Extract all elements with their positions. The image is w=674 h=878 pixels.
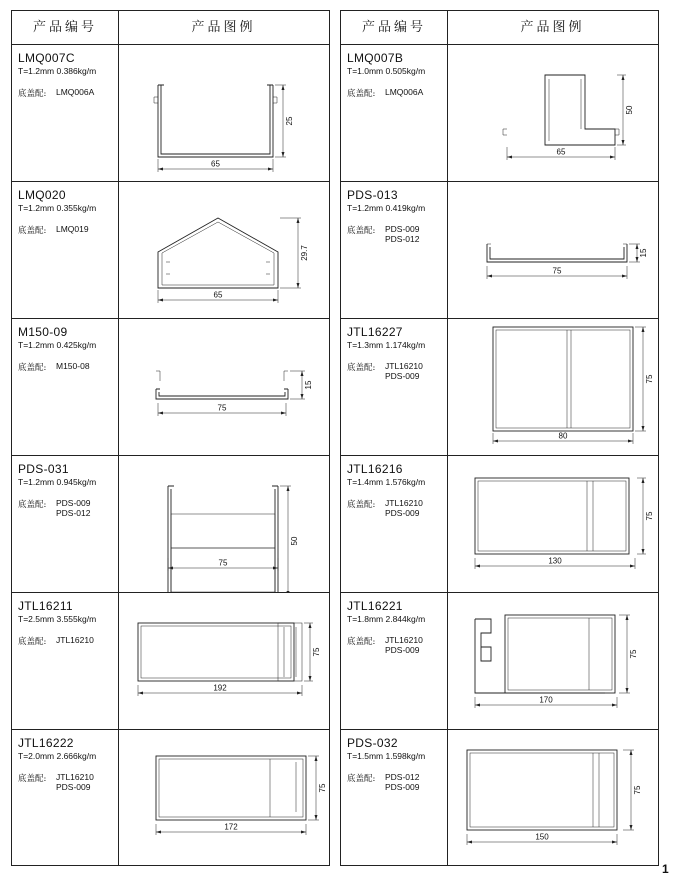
product-spec: T=1.0mm 0.505kg/m [347,66,426,76]
mate-list [56,87,94,97]
mate-code: LMQ006A [56,87,95,97]
profile-section-svg [118,593,329,729]
mate-code: JTL16210 [56,635,94,645]
dimension-label: 170 [539,695,553,705]
mate-label: 底盖配: [347,774,376,784]
mate-code: PDS-009 [385,782,420,792]
table-header [12,11,329,45]
mate-list [385,498,423,518]
dimension-label: 192 [213,683,227,693]
dimension-label: 75 [217,403,227,413]
dimension-label: 15 [639,248,648,258]
product-spec: T=1.2mm 0.945kg/m [18,477,97,487]
mate-code: PDS-009 [56,782,91,792]
profile-section-svg [447,456,658,592]
dimension-label: 172 [224,822,238,832]
product-code: PDS-032 [347,736,398,750]
mate-list [56,224,89,234]
dimension-label: 15 [304,380,313,390]
profile-section-svg [118,45,329,181]
profile-drawing [118,182,329,318]
table-header [341,11,658,45]
mate-code: PDS-009 [385,508,420,518]
product-row [12,456,329,593]
mate-label: 底盖配: [347,363,376,373]
product-row [341,593,658,730]
product-code: JTL16211 [18,599,73,613]
product-code: M150-09 [18,325,68,339]
product-code: JTL16221 [347,599,403,613]
mate-list [56,361,90,371]
dimension-label: 65 [211,159,220,169]
dimension-label: 25 [285,116,294,126]
mate-label: 底盖配: [18,363,47,373]
mate-code: PDS-012 [385,234,420,244]
profile-drawing [118,593,329,729]
profile-drawing [447,730,658,866]
product-row [12,182,329,319]
profile-drawing [118,319,329,455]
mate-code: PDS-009 [385,224,420,234]
mate-list [385,224,420,244]
dimension-label: 130 [548,556,562,566]
profile-section-svg [118,182,329,318]
profile-drawing [447,45,658,181]
product-code: PDS-031 [18,462,69,476]
product-spec: T=1.2mm 0.419kg/m [347,203,426,213]
mate-code: JTL16210 [56,772,94,782]
profile-drawing [118,45,329,181]
dimension-label: 75 [633,785,642,795]
mate-list [56,635,94,645]
product-row [12,319,329,456]
profile-drawing [447,182,658,318]
mate-code: JTL16210 [385,498,423,508]
product-code: LMQ020 [18,188,66,202]
mate-code: LMQ019 [56,224,89,234]
mate-code: M150-08 [56,361,90,371]
dimension-label: 50 [625,105,634,115]
mate-code: JTL16210 [385,635,423,645]
dimension-label: 50 [290,536,299,546]
mate-label: 底盖配: [18,500,47,510]
dimension-label: 75 [218,558,228,568]
mate-label: 底盖配: [18,637,47,647]
mate-list [385,87,423,97]
catalog-table-left [11,10,330,866]
product-code: LMQ007B [347,51,404,65]
mate-label: 底盖配: [347,89,376,99]
product-code: LMQ007C [18,51,75,65]
mate-list [385,772,420,792]
product-code: JTL16216 [347,462,403,476]
mate-code: PDS-012 [385,772,420,782]
product-spec: T=1.2mm 0.425kg/m [18,340,97,350]
product-row [12,45,329,182]
product-code: JTL16227 [347,325,403,339]
product-spec: T=1.3mm 1.174kg/m [347,340,426,350]
dimension-label: 75 [318,783,327,793]
profile-drawing [447,456,658,592]
mate-code: LMQ006A [385,87,424,97]
product-row [341,319,658,456]
product-row [12,730,329,867]
dimension-label: 75 [552,266,562,276]
mate-code: JTL16210 [385,361,423,371]
product-spec: T=1.4mm 1.576kg/m [347,477,426,487]
profile-drawing [118,456,329,592]
product-row [341,730,658,867]
dimension-label: 150 [535,832,549,842]
profile-section-svg [447,182,658,318]
profile-section-svg [118,319,329,455]
mate-label: 底盖配: [18,89,47,99]
mate-list [56,772,94,792]
mate-code: PDS-009 [385,371,420,381]
mate-label: 底盖配: [347,226,376,236]
profile-drawing [118,730,329,866]
profile-drawing [447,319,658,455]
mate-code: PDS-009 [56,498,91,508]
product-code: PDS-013 [347,188,398,202]
page-number: 1 [662,862,669,876]
product-spec: T=1.2mm 0.386kg/m [18,66,97,76]
mate-label: 底盖配: [347,500,376,510]
mate-label: 底盖配: [18,226,47,236]
mate-label: 底盖配: [347,637,376,647]
product-row [341,182,658,319]
product-row [341,45,658,182]
product-row [341,456,658,593]
mate-list [385,361,423,381]
dimension-label: 75 [629,649,638,659]
product-spec: T=2.5mm 3.555kg/m [18,614,97,624]
mate-label: 底盖配: [18,774,47,784]
dimension-label: 65 [556,147,566,157]
product-row [12,593,329,730]
profile-section-svg [447,730,658,866]
dimension-label: 75 [645,511,654,521]
header-figure-column: 产品图例 [191,20,256,35]
header-code-column: 产品编号 [361,20,426,35]
header-code-column: 产品编号 [32,20,97,35]
dimension-label: 65 [213,290,223,300]
profile-section-svg [447,593,658,729]
profile-section-svg [118,456,329,592]
dimension-label: 29.7 [300,245,309,261]
dimension-label: 75 [312,647,321,657]
mate-code: PDS-009 [385,645,420,655]
mate-list [385,635,423,655]
dimension-label: 75 [645,374,654,384]
mate-list [56,498,91,518]
profile-section-svg [118,730,329,866]
product-spec: T=1.2mm 0.355kg/m [18,203,97,213]
product-code: JTL16222 [18,736,74,750]
profile-drawing [447,593,658,729]
profile-section-svg [447,45,658,181]
mate-code: PDS-012 [56,508,91,518]
dimension-label: 80 [558,431,568,441]
header-figure-column: 产品图例 [520,20,585,35]
product-spec: T=1.5mm 1.598kg/m [347,751,426,761]
product-spec: T=2.0mm 2.666kg/m [18,751,97,761]
catalog-table-right [340,10,659,866]
profile-section-svg [447,319,658,455]
product-spec: T=1.8mm 2.844kg/m [347,614,426,624]
